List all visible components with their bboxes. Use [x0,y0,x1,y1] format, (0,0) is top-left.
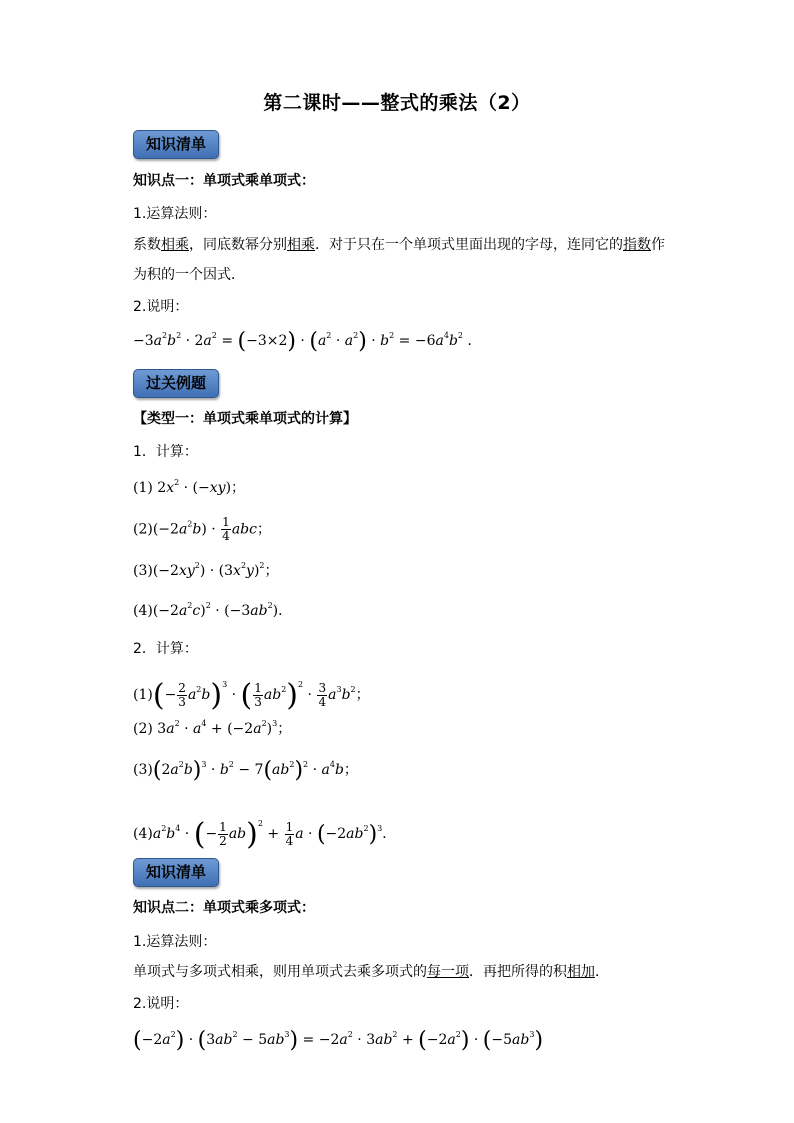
page-title: 第二课时——整式的乘法（2） [263,92,531,114]
knowledge-badge-2: 知识清单 [133,858,219,887]
knowledge-point-2: 知识点二：单项式乘多项式： [133,900,315,916]
question-2-label: 2．计算： [133,641,198,657]
rule-text-1: 系数相乘，同底数幂分别相乘．对于只在一个单项式里面出现的字母，连同它的指数作 [133,237,665,253]
q1-item-1: (1) $2x^2 \cdot (-xy)$； [133,478,246,496]
q2-item-2: (2) $3a^2 \cdot a^4 + (-2a^2)^3$； [133,719,292,737]
q2-item-1: (1)(− $\frac{2}{3}$ $a^2b)^3$ · ( $\frac{1}{3}$ $ab^2)^2$ · $\frac{3}{4}$ $a^3b^2$； [133,678,370,713]
rule-label-1: 1.运算法则： [133,206,217,222]
q2-item-3: $(3)(2a^2b)^3 \cdot b^2 - 7(ab^2)^2 \cdot a^4b$； [133,758,358,783]
q1-item-2: $(2)(-2a^2b)$ · $\frac{1}{4}$ abc； [133,515,271,543]
examples-badge: 过关例题 [133,369,219,398]
type-heading: 【类型一：单项式乘单项式的计算】 [133,411,357,427]
rule-label-2: 1.运算法则： [133,934,217,950]
q2-item-4: $(4)a^2b^4$ · (− $\frac{1}{2}$ ab)$^2$ + $\frac{1}{4}$ $a \cdot (-2ab^2)^3$． [133,817,397,852]
note-label-2: 2.说明： [133,996,189,1012]
question-1-label: 1．计算： [133,444,198,460]
q1-item-3: $(3)(-2xy^2) \cdot (3x^2y)^2$； [133,561,279,579]
q1-item-4: $(4)(-2a^2c)^2 \cdot (-3ab^2)$． [133,601,293,619]
rule-text-2: 单项式与多项式相乘，则用单项式去乘多项式的每一项．再把所得的积相加． [133,964,609,980]
rule-text-1-cont: 为积的一个因式． [133,267,245,283]
formula-example-2: $(-2a^2) \cdot (3ab^2 - 5ab^3) = -2a^2 \cdot 3ab^2 + (-2a^2) \cdot (-5ab^3)$ [133,1028,544,1053]
note-label-1: 2.说明： [133,299,189,315]
knowledge-point-1: 知识点一：单项式乘单项式： [133,173,315,189]
formula-example-1: $-3a^2b^2 \cdot 2a^2 = (-3\times 2) \cdot (a^2 \cdot a^2) \cdot b^2 = -6a^4b^2$ ． [133,329,482,354]
knowledge-badge: 知识清单 [133,130,219,159]
